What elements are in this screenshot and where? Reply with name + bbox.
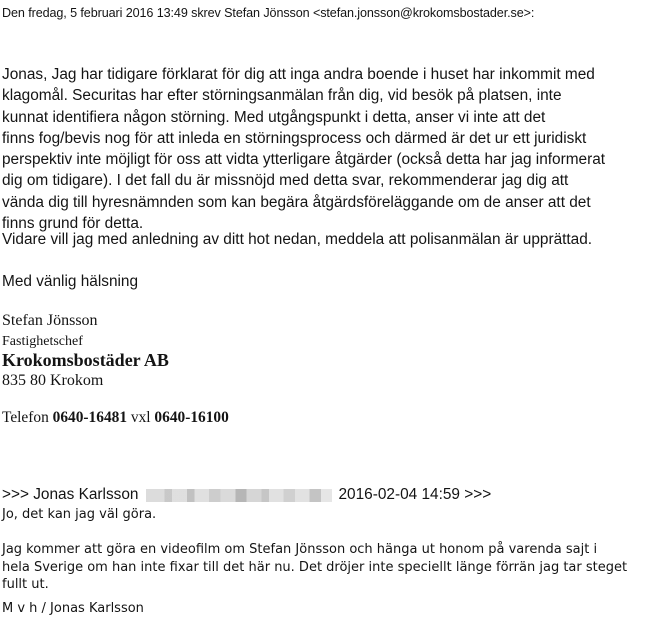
switchboard-number: 0640-16100 — [154, 409, 229, 426]
paragraph-line: finns grund för detta. — [2, 215, 144, 233]
forwarded-sender: >>> Jonas Karlsson — [2, 486, 139, 503]
forwarded-signoff: M v h / Jonas Karlsson — [2, 601, 144, 616]
signature-company: Krokomsbostäder AB — [2, 350, 169, 370]
forwarded-timestamp: 2016-02-04 14:59 >>> — [338, 486, 492, 503]
reply-paragraph-1 — [2, 64, 648, 234]
redacted-email — [146, 489, 332, 502]
forwarded-body-line: hela Sverige om han inte fixar till det här nu. Det dröjer inte speciellt länge förrän jag tar steget — [2, 559, 628, 575]
signature-name: Stefan Jönsson — [2, 312, 98, 329]
signature-address: 835 80 Krokom — [2, 372, 104, 389]
paragraph-line: kunnat identifiera någon störning. Med utgångspunkt i detta, anser vi inte att det — [2, 108, 546, 126]
forwarded-body — [2, 541, 627, 594]
signature-phone-line — [2, 409, 229, 427]
signature-title: Fastighetschef — [2, 334, 83, 349]
reply-paragraph-2: Vidare vill jag med anledning av ditt hot nedan, meddela att polisanmälan är upprättad. — [2, 231, 593, 248]
paragraph-line: dig om tidigare). I det fall du är missnöjd med detta svar, rekommenderar jag dig att — [2, 172, 569, 190]
forwarded-body-line: Jag kommer att göra en videofilm om Stefan Jönsson och hänga ut honom på varenda sajt i — [2, 542, 598, 557]
paragraph-line: Jonas, Jag har tidigare förklarat för dig att inga andra boende i huset har inkommit med — [2, 66, 595, 83]
forwarded-body-line: fullt ut. — [2, 577, 49, 592]
paragraph-line: klagomål. Securitas har efter störningsanmälan från dig, vid besök på platsen, inte — [2, 87, 562, 105]
email-quote-header: Den fredag, 5 februari 2016 13:49 skrev Stefan Jönsson <stefan.jonsson@krokomsbostader.se>: — [2, 6, 535, 20]
phone-label: Telefon — [2, 409, 49, 426]
forwarded-header — [2, 486, 491, 504]
forwarded-line: Jo, det kan jag väl göra. — [2, 507, 157, 522]
paragraph-line: perspektiv inte möjligt för oss att vidta ytterligare åtgärder (också detta har jag informerat — [2, 151, 606, 169]
switchboard-label: vxl — [130, 409, 151, 426]
paragraph-line: finns fog/bevis nog för att inleda en störningsprocess och därmed är det ur ett juridiskt — [2, 129, 587, 147]
phone-number: 0640-16481 — [52, 409, 128, 426]
paragraph-line: vända dig till hyresnämnden som kan begära åtgärdsföreläggande om de anser att det — [2, 193, 591, 211]
reply-greeting: Med vänlig hälsning — [2, 273, 139, 290]
